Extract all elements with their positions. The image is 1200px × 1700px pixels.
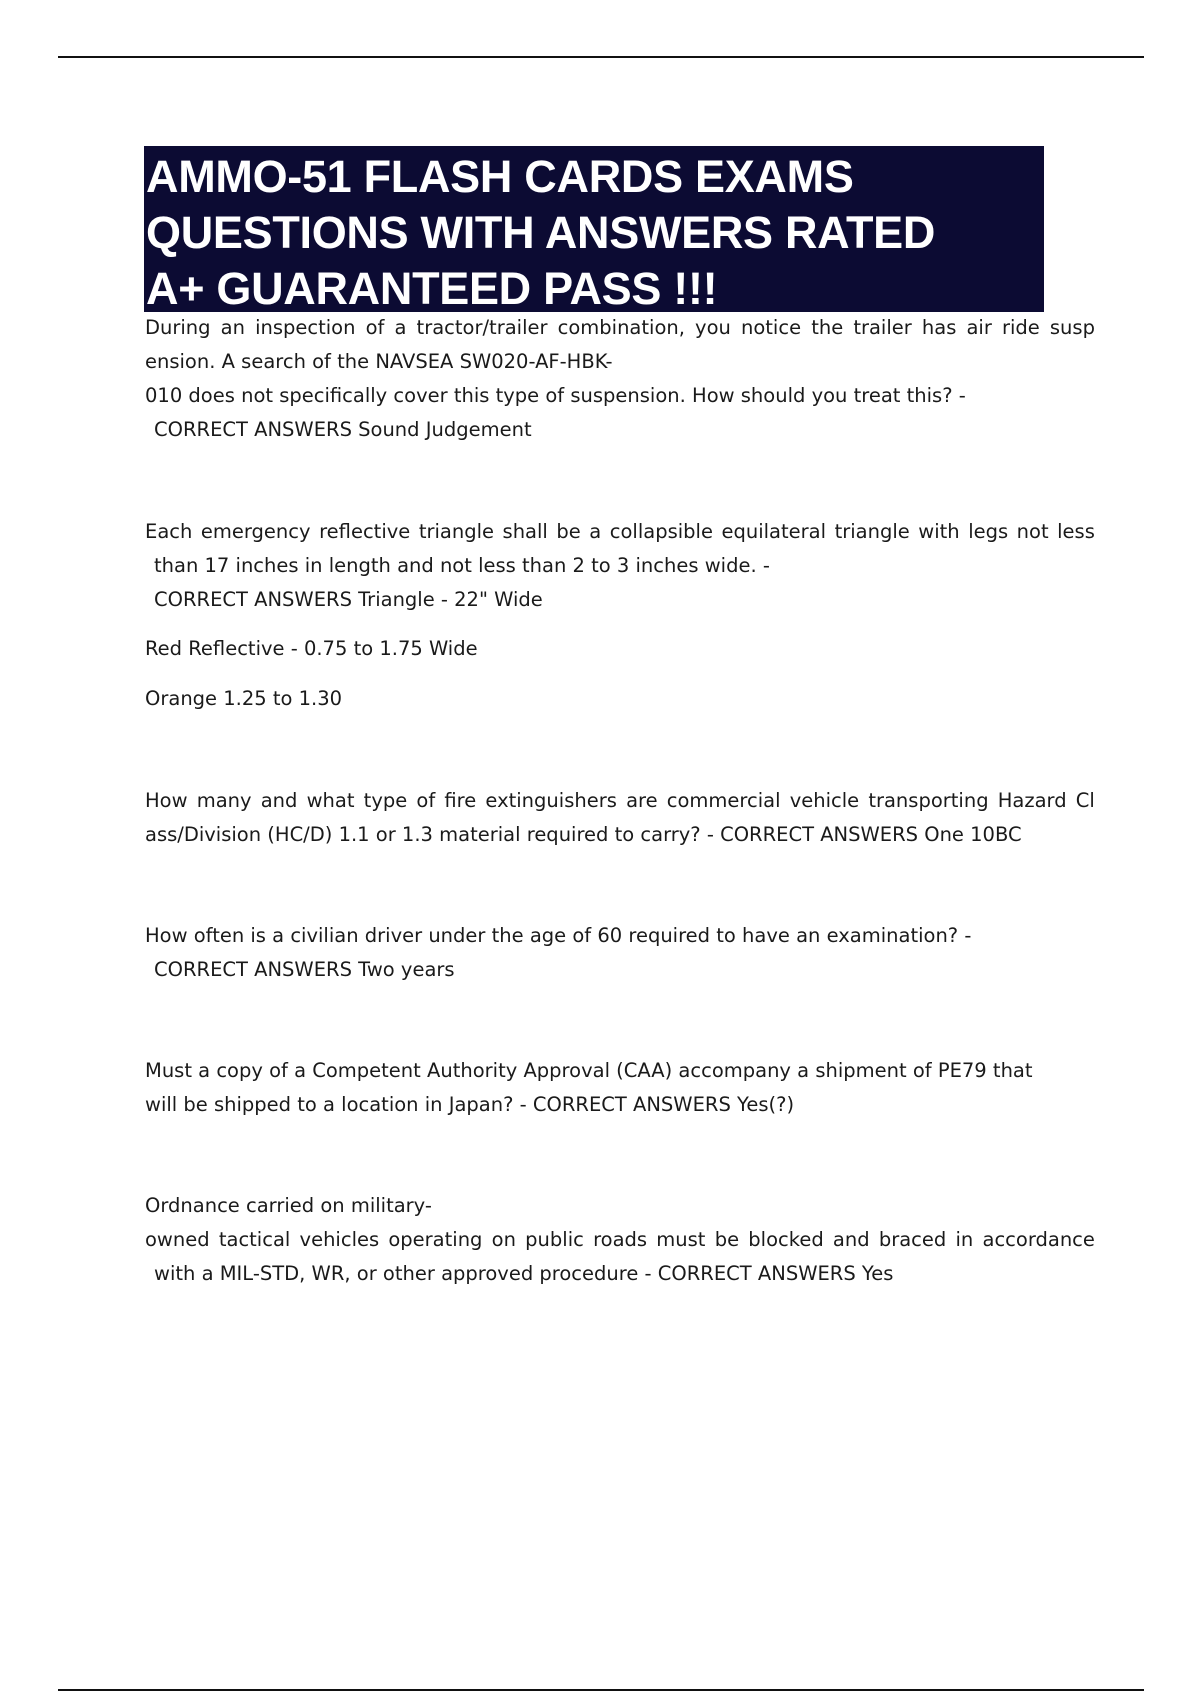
qa-item-5: [145, 1054, 1095, 1122]
title-line-3: A+ GUARANTEED PASS !!!: [146, 263, 718, 314]
qa-1-line-2: ension. A search of the NAVSEA SW020-AF-HBK-: [145, 350, 613, 373]
qa-5-line-1: Must a copy of a Competent Authority Approval (CAA) accompany a shipment of PE79 that: [145, 1059, 1033, 1082]
qa-3-line-1: How many and what type of fire extinguishers are commercial vehicle transporting Hazard Cl: [145, 789, 1095, 812]
qa-item-6: [145, 1189, 1095, 1223]
qa-2-line-2: than 17 inches in length and not less than 2 to 3 inches wide. -: [154, 554, 770, 577]
qa-6-answer: with a MIL-STD, WR, or other approved procedure - CORRECT ANSWERS Yes: [154, 1262, 894, 1285]
qa-3-line-2: ass/Division (HC/D) 1.1 or 1.3 material required to carry? - CORRECT ANSWERS One 10BC: [145, 823, 1022, 846]
document-title: [144, 146, 1044, 312]
qa-1-answer: CORRECT ANSWERS Sound Judgement: [154, 418, 532, 441]
qa-2-extra-1-block: [145, 632, 1095, 666]
qa-item-3: [145, 784, 1095, 818]
header-rule: [58, 56, 1144, 58]
qa-item-1-cont: [145, 345, 1095, 447]
qa-item-3-cont: [145, 818, 1095, 852]
qa-item-1: [145, 311, 1095, 345]
qa-item-6-cont2: [145, 1257, 1095, 1291]
qa-4-answer: CORRECT ANSWERS Two years: [154, 958, 455, 981]
qa-item-6-cont: [145, 1223, 1095, 1257]
title-line-1: AMMO-51 FLASH CARDS EXAMS: [146, 151, 854, 202]
qa-5-line-2: will be shipped to a location in Japan? - CORRECT ANSWERS Yes(?): [145, 1093, 795, 1116]
qa-2-extra-2: Orange 1.25 to 1.30: [145, 687, 343, 710]
qa-item-2-cont: [145, 549, 1095, 617]
qa-item-2: [145, 515, 1095, 549]
qa-1-line-3: 010 does not specifically cover this type of suspension. How should you treat this? -: [145, 384, 966, 407]
qa-6-line-1: Ordnance carried on military-: [145, 1194, 432, 1217]
title-line-2: QUESTIONS WITH ANSWERS RATED: [146, 207, 936, 258]
qa-6-line-2: owned tactical vehicles operating on public roads must be blocked and braced in accordance: [145, 1228, 1095, 1251]
qa-item-4: [145, 919, 1095, 987]
qa-2-answer: CORRECT ANSWERS Triangle - 22" Wide: [154, 588, 543, 611]
footer-rule: [58, 1689, 1144, 1691]
qa-2-line-1: Each emergency reflective triangle shall be a collapsible equilateral triangle with legs not less: [145, 520, 1095, 543]
qa-2-extra-2-block: [145, 682, 1095, 716]
qa-1-line-1: During an inspection of a tractor/trailer combination, you notice the trailer has air ride susp: [145, 316, 1095, 339]
qa-4-line-1: How often is a civilian driver under the age of 60 required to have an examination? -: [145, 924, 972, 947]
qa-2-extra-1: Red Reflective - 0.75 to 1.75 Wide: [145, 637, 478, 660]
